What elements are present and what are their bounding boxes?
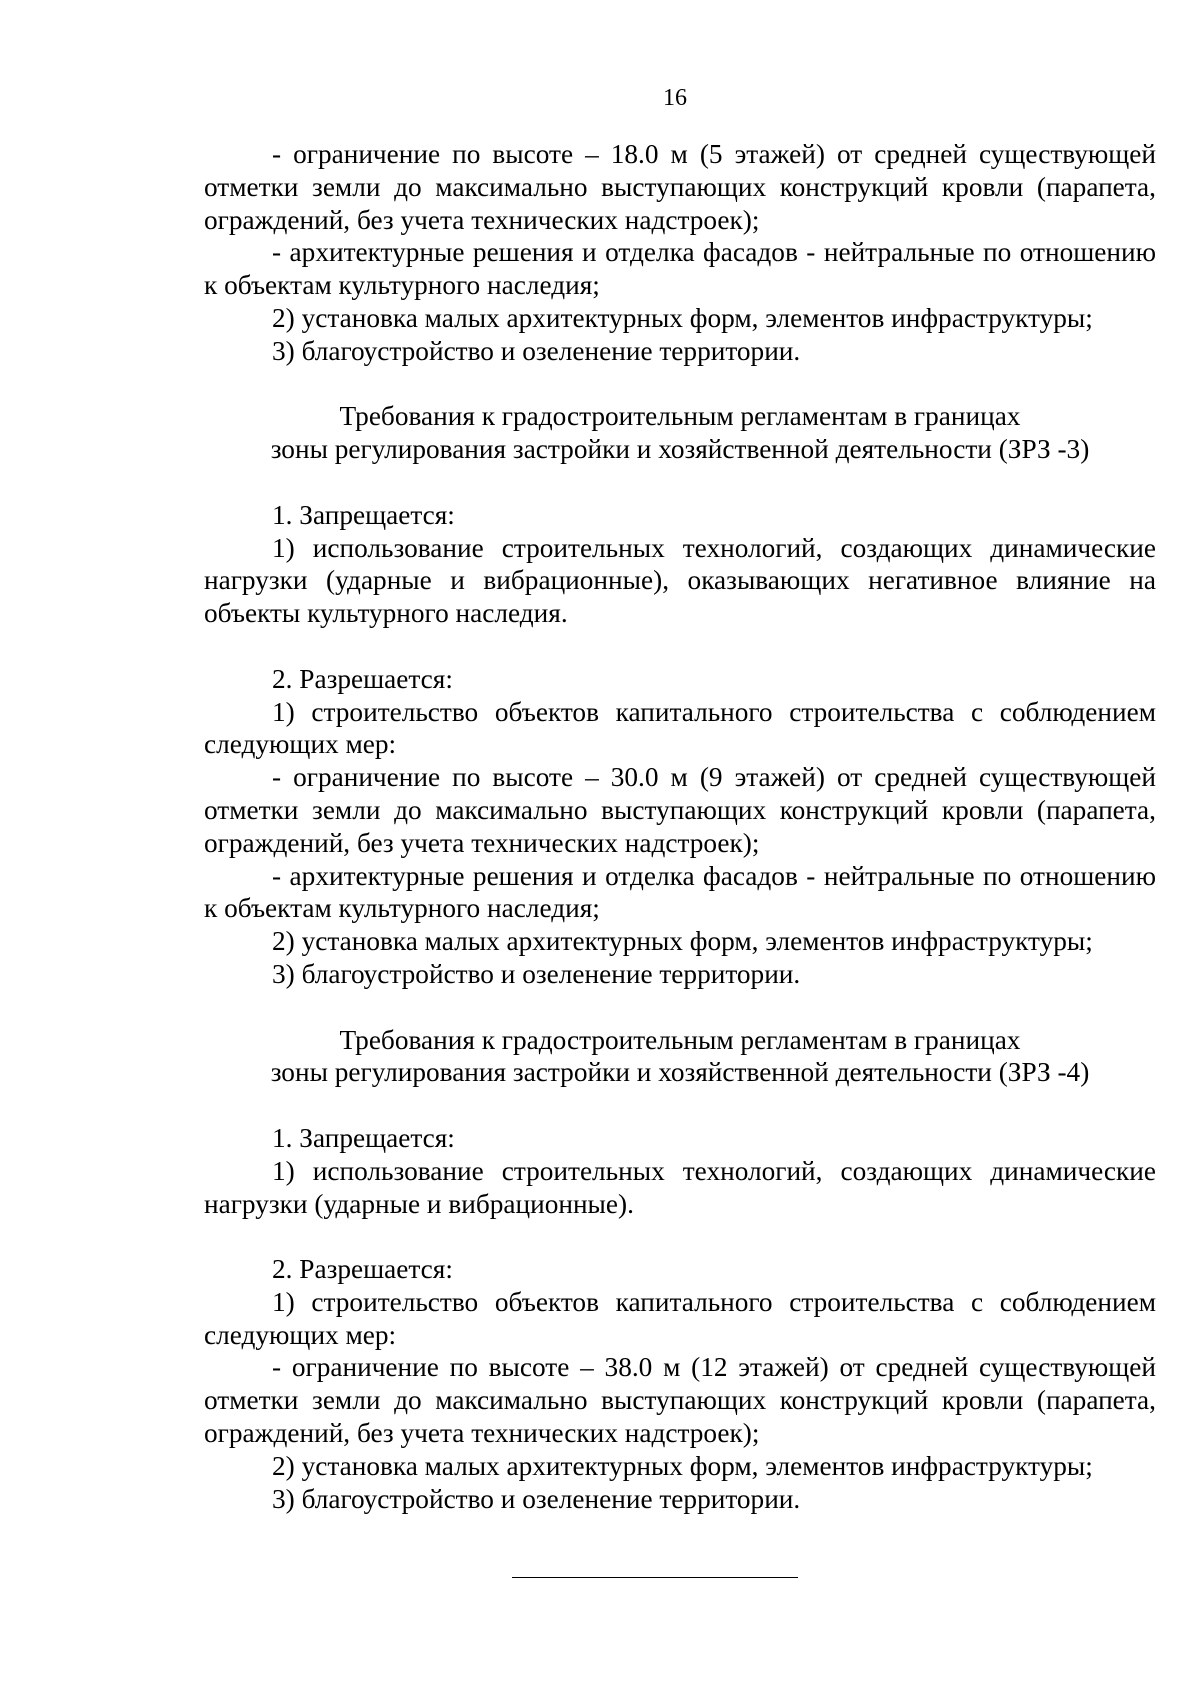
- section-heading-zrz-3: [204, 400, 1156, 466]
- paragraph-permitted: 2. Разрешается:: [272, 663, 453, 694]
- paragraph-permitted: 2. Разрешается:: [272, 1254, 453, 1285]
- paragraph-landscaping: 3) благоустройство и озеленение территории.: [272, 1483, 801, 1514]
- paragraph-facade-requirements: - архитектурные решения и отделка фасадов - нейтральные по отношению к объектам культурного наследия;: [204, 860, 1156, 924]
- paragraph-height-limit-18m: - ограничение по высоте – 18.0 м (5 этажей) от средней существующей отметки земли до максимально выступающих конструкций кровли (парапета, ограждений, без учета технических надстроек);: [204, 139, 1156, 235]
- paragraph-prohibited: 1. Запрещается:: [272, 1122, 455, 1153]
- paragraph-facade-requirements: - архитектурные решения и отделка фасадов - нейтральные по отношению к объектам культурного наследия;: [204, 237, 1156, 301]
- paragraph-height-limit-38m: - ограничение по высоте – 38.0 м (12 этажей) от средней существующей отметки земли до максимально выступающих конструкций кровли (парапета, ограждений, без учета технических надстроек);: [204, 1352, 1156, 1449]
- page-number: 16: [663, 85, 687, 111]
- paragraph-small-architectural-forms: 2) установка малых архитектурных форм, элементов инфраструктуры;: [272, 926, 1093, 957]
- paragraph-landscaping: 3) благоустройство и озеленение территории.: [272, 335, 801, 366]
- paragraph-capital-construction: 1) строительство объектов капитального строительства с соблюдением следующих мер:: [204, 1286, 1156, 1350]
- section-heading-line-2: зоны регулирования застройки и хозяйственной деятельности (ЗРЗ -4): [270, 1057, 1090, 1088]
- paragraph-small-architectural-forms: 2) установка малых архитектурных форм, элементов инфраструктуры;: [272, 1450, 1093, 1481]
- spacer: [204, 991, 1156, 1024]
- paragraph-landscaping: 3) благоустройство и озеленение территории.: [272, 958, 801, 989]
- section-heading-zrz-4: [204, 1024, 1156, 1090]
- paragraph-prohibited: 1. Запрещается:: [272, 499, 455, 530]
- spacer: [204, 368, 1156, 401]
- paragraph-capital-construction: 1) строительство объектов капитального строительства с соблюдением следующих мер:: [204, 696, 1156, 760]
- end-of-document-rule: [512, 1577, 798, 1578]
- document-body: [204, 138, 1156, 1515]
- paragraph-dynamic-loads: 1) использование строительных технологий, создающих динамические нагрузки (ударные и вибрационные).: [204, 1155, 1156, 1219]
- section-heading-line-2: зоны регулирования застройки и хозяйственной деятельности (ЗРЗ -3): [270, 434, 1090, 465]
- section-heading-line-1: Требования к градостроительным регламентам в границах: [339, 401, 1021, 432]
- paragraph-dynamic-loads: 1) использование строительных технологий, создающих динамические нагрузки (ударные и вибрационные), оказывающих негативное влияние на объекты культурного наследия.: [204, 532, 1156, 629]
- paragraph-height-limit-30m: - ограничение по высоте – 30.0 м (9 этажей) от средней существующей отметки земли до максимально выступающих конструкций кровли (парапета, ограждений, без учета технических надстроек);: [204, 762, 1156, 858]
- spacer: [204, 1220, 1156, 1253]
- spacer: [204, 630, 1156, 663]
- section-heading-line-1: Требования к градостроительным регламентам в границах: [339, 1024, 1021, 1055]
- spacer: [204, 466, 1156, 499]
- spacer: [204, 1089, 1156, 1122]
- paragraph-small-architectural-forms: 2) установка малых архитектурных форм, элементов инфраструктуры;: [272, 302, 1093, 333]
